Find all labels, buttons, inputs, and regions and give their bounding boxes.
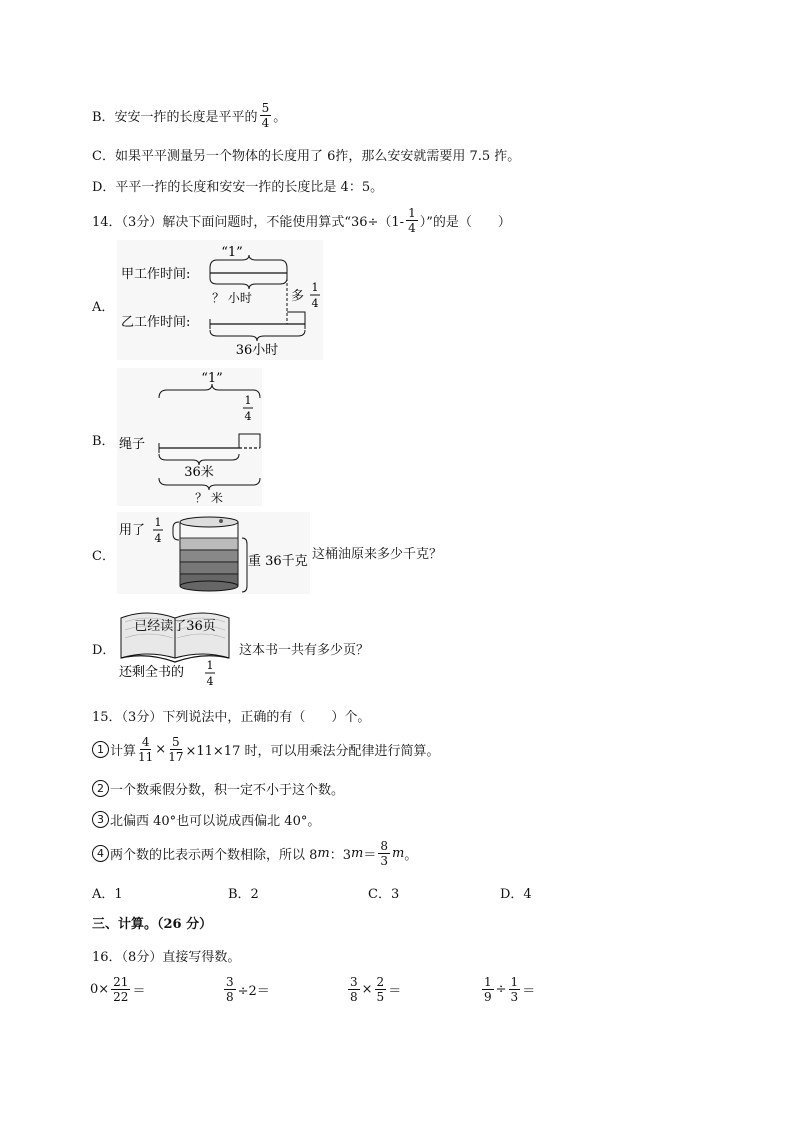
option-a-one-label: “1” xyxy=(221,245,243,260)
option-c-used-label: 用了 xyxy=(119,523,146,538)
q14-option-d-diagram xyxy=(117,600,237,690)
q14-option-b-letter: B． xyxy=(92,434,115,449)
statement-4-marker: 4 xyxy=(92,845,109,862)
q13-option-d: D．平平一拃的长度和安安一拃的长度比是 4：5。 xyxy=(92,180,384,195)
q14-option-c-diagram xyxy=(117,512,310,594)
q13-option-b-text: B．安安一拃的长度是平平的 xyxy=(92,110,258,125)
q13-option-b: B．安安一拃的长度是平平的 $\frac{5}{4}$ 。 xyxy=(92,101,287,130)
q14-option-d-letter: D． xyxy=(92,643,116,658)
q14-option-d-question: 这本书一共有多少页？ xyxy=(239,643,370,658)
option-b-frac-den: 4 xyxy=(244,410,252,423)
option-b-rope-label: 绳子 xyxy=(119,437,146,452)
q16-stem: 16．（8分）直接写得数。 xyxy=(92,950,241,965)
option-a-more: 多 xyxy=(291,289,305,304)
q15-statement-4: 4 两个数的比表示两个数相除，所以 8 m ：3 m ＝ $\frac{8}{3}$ m 。 xyxy=(92,840,417,867)
statement-3-marker: 3 xyxy=(92,811,109,828)
q16-item-1: 0× $\frac{21}{22}$ ＝ xyxy=(90,975,146,1004)
option-c-weight: 重 36千克 xyxy=(248,554,308,569)
q13-option-b-fraction: $\frac{5}{4}$ xyxy=(261,101,270,130)
option-a-unknown: ？ 小时 xyxy=(212,291,252,305)
q15-statement-2: 2 一个数乘假分数，积一定不小于这个数。 xyxy=(92,779,344,798)
option-c-frac-num: 1 xyxy=(154,516,162,529)
option-a-frac-den: 4 xyxy=(311,297,319,310)
q15-choice-c: C．3 xyxy=(368,887,400,902)
q15-stem: 15．（3分）下列说法中，正确的有（ ）个。 xyxy=(92,710,371,725)
q15-choice-a: A．1 xyxy=(92,887,123,902)
option-a-total: 36小时 xyxy=(235,343,279,358)
q15-statement-1: 1 计算 $\frac{4}{11}$ × $\frac{5}{17}$ ×11×17 时，可以用乘法分配律进行简算。 xyxy=(92,736,440,763)
option-c-frac-den: 4 xyxy=(154,532,162,545)
option-a-row1-label: 甲工作时间: xyxy=(121,267,191,282)
q14-stem: 14．（3分）解决下面问题时，不能使用算式“ 36÷（1- $\frac{1}{4}$ ）”的是（ ） xyxy=(92,206,511,235)
q16-item-4: $\frac{1}{9}$ ÷ $\frac{1}{3}$ ＝ xyxy=(484,975,536,1004)
option-b-frac-num: 1 xyxy=(244,394,252,407)
section-3-title: 三、计算。（26 分） xyxy=(92,917,213,932)
option-b-length: 36米 xyxy=(184,465,214,480)
q14-stem-fraction: $\frac{1}{4}$ xyxy=(408,206,416,235)
q16-item-3: $\frac{3}{8}$ × $\frac{2}{5}$ ＝ xyxy=(350,975,402,1004)
q14-option-b-diagram xyxy=(117,368,262,506)
q14-option-c-question: 这桶油原来多少千克？ xyxy=(312,547,443,562)
option-d-frac-num: 1 xyxy=(206,659,214,672)
option-a-row2-label: 乙工作时间: xyxy=(121,315,191,330)
q15-choice-b: B．2 xyxy=(228,887,259,902)
option-d-read-label: 已经读了36页 xyxy=(134,619,216,634)
option-d-frac-den: 4 xyxy=(206,675,214,688)
q14-option-a-letter: A． xyxy=(92,300,115,315)
statement-1-marker: 1 xyxy=(92,741,109,758)
option-b-unknown: ？ 米 xyxy=(195,491,223,505)
q14-option-c-letter: C． xyxy=(92,549,115,564)
q15-choice-d: D．4 xyxy=(500,887,532,902)
q15-statement-3: 3 北偏西 40°也可以说成西偏北 40°。 xyxy=(92,810,320,829)
q13-option-c: C．如果平平测量另一个物体的长度用了 6拃，那么安安就需要用 7.5 拃。 xyxy=(92,149,521,164)
statement-2-marker: 2 xyxy=(92,780,109,797)
q14-option-a-diagram xyxy=(117,240,323,360)
option-d-remain-label: 还剩全书的 xyxy=(119,665,185,680)
option-a-frac-num: 1 xyxy=(311,281,319,294)
q16-item-2: $\frac{3}{8}$ ÷2＝ xyxy=(226,975,270,1004)
option-b-one-label: “1” xyxy=(201,371,223,386)
